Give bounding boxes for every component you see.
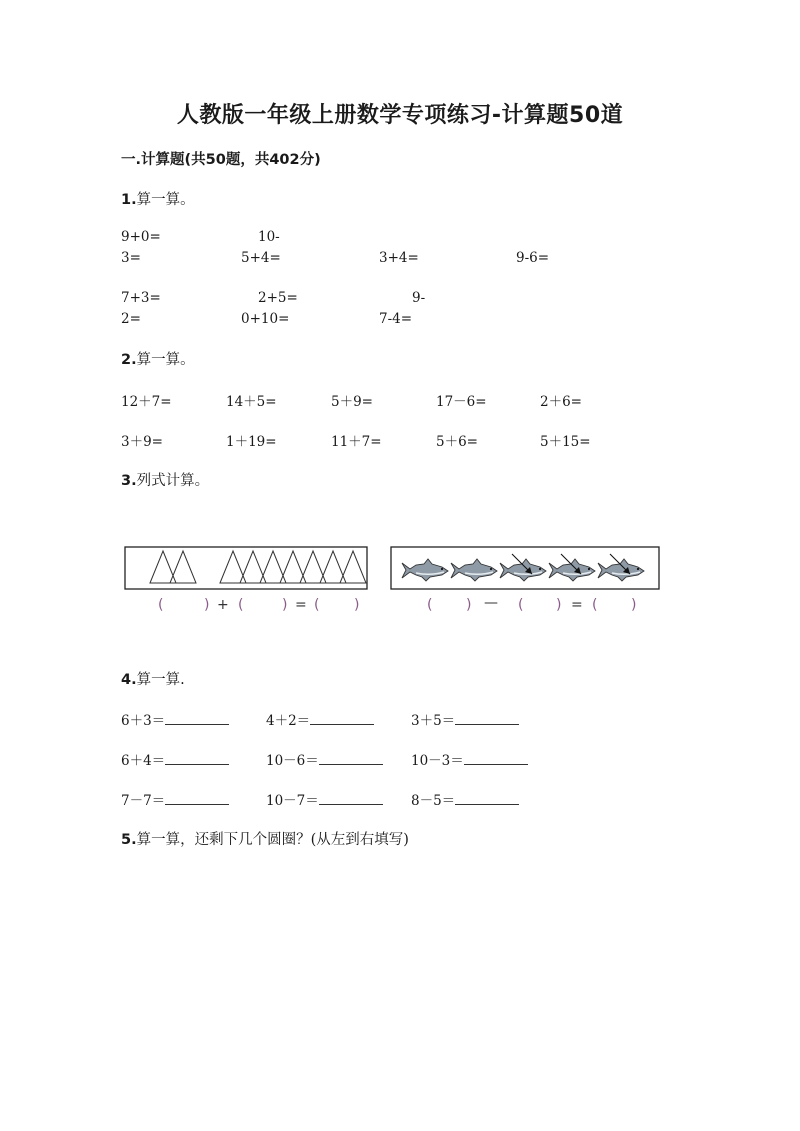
triangle-group-2 <box>220 551 366 583</box>
q4-cell: 3＋5＝ <box>411 709 519 729</box>
equation-left <box>158 597 359 613</box>
question-number: 5. <box>121 832 137 848</box>
q1-cell: 10- <box>258 229 280 245</box>
question-number: 1. <box>121 192 137 208</box>
open-paren: ( <box>427 597 433 613</box>
fish-row <box>402 554 644 581</box>
answer-blank[interactable] <box>455 790 519 805</box>
answer-blank[interactable] <box>165 750 229 765</box>
question-4-heading <box>121 668 185 689</box>
fish-icon <box>402 559 448 581</box>
close-paren: ) <box>466 597 472 613</box>
q2-cell: 1＋19= <box>226 434 277 450</box>
fish-icon <box>549 554 595 581</box>
open-paren: ( <box>592 597 598 613</box>
q4-cell: 10－7＝ <box>266 789 383 809</box>
question-1-heading <box>121 188 195 209</box>
answer-blank[interactable] <box>319 750 383 765</box>
answer-blank[interactable] <box>319 790 383 805</box>
q2-cell: 14＋5= <box>226 394 277 410</box>
q1-cell: 7-4= <box>379 311 413 327</box>
equation-right <box>427 595 636 613</box>
open-paren: ( <box>518 597 524 613</box>
answer-blank[interactable] <box>165 710 229 725</box>
q2-cell: 5＋6= <box>436 434 478 450</box>
q1-cell: 9+0= <box>121 229 161 245</box>
q3-figure <box>124 545 664 624</box>
fish-icon <box>598 554 644 581</box>
minus-sign: — <box>484 595 498 611</box>
open-paren: ( <box>238 597 244 613</box>
q4-cell: 10－6＝ <box>266 749 383 769</box>
q4-cell: 6＋3＝ <box>121 709 229 729</box>
close-paren: ) <box>282 597 288 613</box>
q4-cell: 8－5＝ <box>411 789 519 809</box>
q1-cell: 2+5= <box>258 290 298 306</box>
q2-cell: 17－6= <box>436 394 487 410</box>
q2-cell: 12＋7= <box>121 394 172 410</box>
q1-cell: 0+10= <box>241 311 290 327</box>
fish-icon <box>451 559 497 581</box>
q2-cell: 11＋7= <box>331 434 382 450</box>
question-text: 列式计算。 <box>136 473 210 489</box>
question-number: 3. <box>121 473 137 489</box>
equals-sign: = <box>295 597 307 613</box>
q2-cell: 5＋9= <box>331 394 373 410</box>
triangle-group-1 <box>150 551 196 583</box>
question-number: 2. <box>121 352 137 368</box>
question-5-heading <box>121 828 409 849</box>
q4-cell: 10－3＝ <box>411 749 528 769</box>
q2-cell: 5＋15= <box>540 434 591 450</box>
q4-cell: 7－7＝ <box>121 789 229 809</box>
answer-blank[interactable] <box>464 750 528 765</box>
close-paren: ) <box>556 597 562 613</box>
question-text: 算一算。 <box>136 352 195 368</box>
open-paren: ( <box>158 597 164 613</box>
q3-figure-svg <box>124 545 664 620</box>
answer-blank[interactable] <box>310 710 374 725</box>
q1-cell: 2= <box>121 311 141 327</box>
close-paren: ) <box>204 597 210 613</box>
open-paren: ( <box>314 597 320 613</box>
question-text: 算一算。 <box>136 192 195 208</box>
q1-cell: 9- <box>412 290 426 306</box>
q1-cell: 9-6= <box>516 250 550 266</box>
close-paren: ) <box>631 597 637 613</box>
question-text: 算一算. <box>136 672 185 688</box>
q1-cell: 3= <box>121 250 141 266</box>
section-heading: 一.计算题(共50题，共402分) <box>121 152 321 168</box>
question-number: 4. <box>121 672 137 688</box>
equals-sign: = <box>571 597 583 613</box>
q2-cell: 3＋9= <box>121 434 163 450</box>
close-paren: ) <box>354 597 360 613</box>
plus-sign: + <box>217 597 229 613</box>
q4-cell: 6＋4＝ <box>121 749 229 769</box>
q1-cell: 7+3= <box>121 290 161 306</box>
fish-icon <box>500 554 546 581</box>
q4-cell: 4＋2＝ <box>266 709 374 729</box>
q1-cell: 3+4= <box>379 250 419 266</box>
question-3-heading <box>121 469 209 490</box>
answer-blank[interactable] <box>455 710 519 725</box>
answer-blank[interactable] <box>165 790 229 805</box>
question-text: 算一算，还剩下几个圆圈？(从左到右填写) <box>136 832 409 848</box>
q1-cell: 5+4= <box>241 250 281 266</box>
question-2-heading <box>121 348 195 369</box>
q2-cell: 2＋6= <box>540 394 582 410</box>
page-title: 人教版一年级上册数学专项练习-计算题50道 <box>176 103 624 128</box>
